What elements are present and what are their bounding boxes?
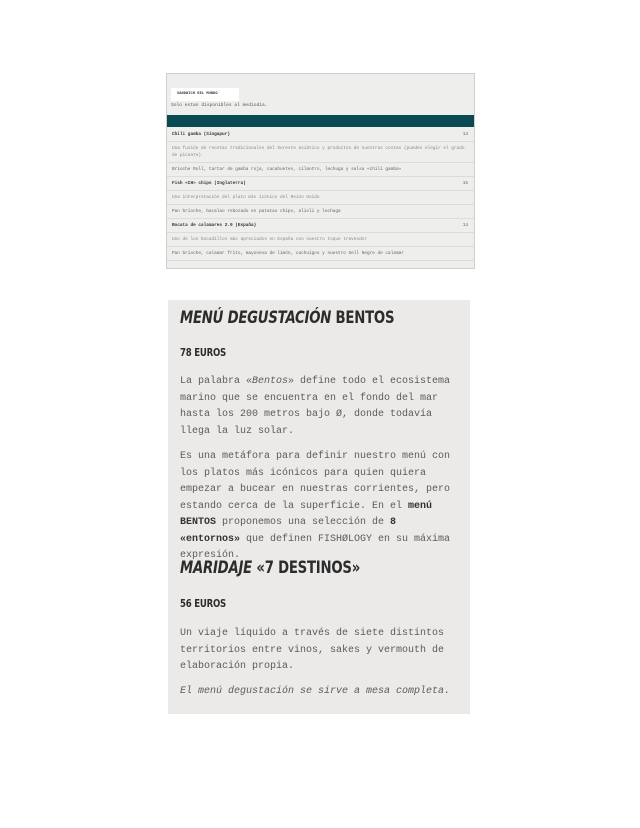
pairing-description: Un viaje líquido a través de siete distintos territorios entre vinos, sakes y vermouth de elaboración propia. [180, 628, 445, 672]
tasting-menu-description: Es una metáfora para definir nuestro menú con los platos más icónicos para quien quiera empezar a bucear en nuestras corrientes, pero estando cerca de la superficie. En el menú BENTOS proponemos una selección de 8 «entornos» que definen FISHØLOGY en su máxima expresión. [180, 451, 451, 561]
tasting-menu-price: 78 EUROS [180, 346, 226, 359]
menu-item-name: Fish «CH» chips (Inglaterra) [172, 181, 246, 186]
menu-item-description: Una interpretación del plato más icónico del Reino Unido [167, 191, 474, 205]
menu-item-name: Bocata de calamares 2.0 (España) [172, 223, 257, 228]
menu-item-title [167, 219, 474, 233]
availability-note: Solo estan disponibles al mediodia. [171, 103, 268, 108]
menu-item-price: 14 [462, 223, 468, 228]
serving-note: El menú degustación se sirve a mesa completa. [180, 686, 451, 697]
tasting-menu-card [168, 300, 470, 714]
menu-item-ingredients: Brioche Roll, tartar de gamba roja, cacahuetes, cilantro, lechuga y salsa «chili gamba» [167, 163, 474, 177]
tasting-menu-title-italic: MENÚ DEGUSTACIÓN [180, 308, 332, 328]
menu-item-title [167, 177, 474, 191]
menu-item-price: 15 [462, 181, 468, 186]
menu-item-ingredients: Pan brioche, bacalao rebozado en patatas chips, alioli y lechuga [167, 205, 474, 219]
menu-item-title [167, 128, 474, 142]
menu-item-description: Una fusión de recetas tradicionales del Sureste asiático y productos de nuestras costas (puedes elegir el grado de picante) [167, 142, 474, 163]
pairing-title-rest: «7 DESTINOS» [251, 558, 361, 578]
pairing-title [180, 558, 411, 579]
pairing-title-italic: MARIDAJE [180, 558, 252, 578]
menu-bentos-bold: menú BENTOS [180, 500, 433, 528]
tasting-menu-intro: La palabra «Bentos» define todo el ecosistema marino que se encuentra en el fondo del mar hasta los 200 metros bajo Ø, donde todavía llega la luz solar. [180, 376, 451, 437]
section-header-bar [167, 115, 474, 127]
entornos-bold: 8 «entornos» [180, 517, 397, 545]
pairing-price: 56 EUROS [180, 597, 226, 610]
sandwich-list [167, 128, 474, 261]
menu-item-description: Uno de los bocadillos más apreciados en España con nuestro toque travesdor [167, 233, 474, 247]
tasting-menu-title [180, 308, 455, 329]
sandwich-menu-card [166, 73, 475, 269]
bentos-word: Bentos [252, 376, 289, 387]
tab-sandwich-del-mundo[interactable]: SANDWICH DEL MUNDO [171, 88, 239, 101]
tasting-menu-title-rest: BENTOS [331, 308, 395, 328]
menu-item-price: 14 [462, 132, 468, 137]
menu-item-ingredients: Pan brioche, calamar frito, mayonesa de limón, cachuigos y nuestro Sell Negre de calamar [167, 247, 474, 261]
menu-item-name: Chili gamba (Singapur) [172, 132, 230, 137]
